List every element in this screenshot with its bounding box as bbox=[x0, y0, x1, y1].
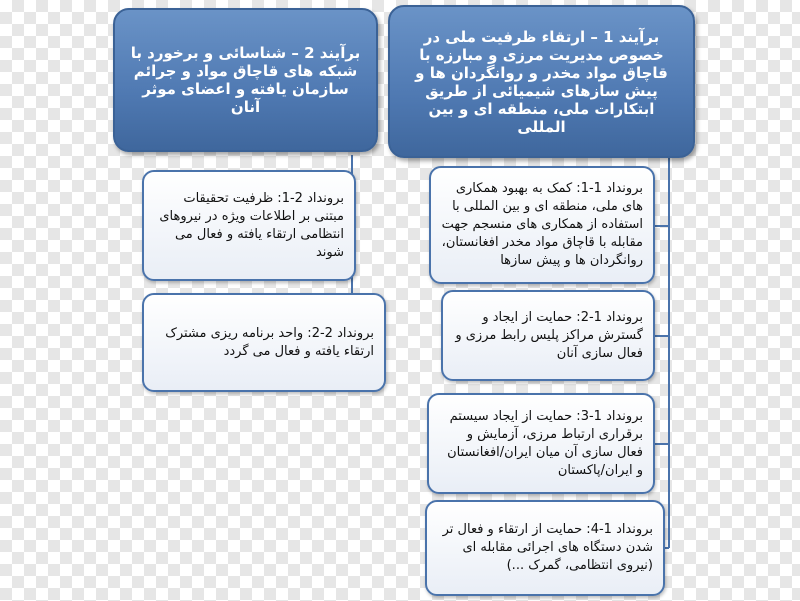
output-1-4-box bbox=[425, 500, 665, 596]
process-1-text: برآیند 1 – ارتقاء ظرفیت ملی در خصوص مدیریت مرزی و مبارزه با قاچاق مواد مخدر و روانگردان ها و پیش سازهای شیمیائی از طریق ابتکارات ملی، منطقه ای و بین المللی bbox=[415, 27, 668, 136]
output-1-1-text: برونداد 1-1: کمک به بهبود همکاری های ملی، منطقه ای و بین المللی با استفاده از همکاری های منسجم جهت مقابله با قاچاق مواد مخدر افغانستان، روانگردان ها و پیش سازها bbox=[441, 181, 643, 268]
output-1-3-text: برونداد 1-3: حمایت از ایجاد سیستم برقراری ارتباط مرزی، آزمایش و فعال سازی آن میان ایران/افغانستان و ایران/پاکستان bbox=[447, 408, 643, 478]
output-1-3-box bbox=[427, 393, 655, 494]
output-1-1-box bbox=[429, 166, 655, 284]
output-1-4-text: برونداد 1-4: حمایت از ارتقاء و فعال تر شدن دستگاه های اجرائی مقابله ای (نیروی انتظامی، گمرک ...) bbox=[442, 522, 653, 573]
output-1-2-box bbox=[441, 290, 655, 381]
process-2-header bbox=[113, 8, 378, 152]
output-2-1-box bbox=[142, 170, 356, 281]
output-2-1-text: برونداد 2-1: ظرفیت تحقیقات مبتنی بر اطلاعات ویژه در نیروهای انتظامی ارتقاء یافته و فعال می شوند bbox=[159, 190, 344, 260]
output-2-2-box bbox=[142, 293, 386, 392]
output-2-2-text: برونداد 2-2: واحد برنامه ریزی مشترک ارتقاء یافته و فعال می گردد bbox=[165, 325, 374, 359]
output-1-2-text: برونداد 1-2: حمایت از ایجاد و گسترش مراکز پلیس رابط مرزی و فعال سازی آنان bbox=[455, 309, 643, 361]
process-2-text: برآیند 2 – شناسائی و برخورد با شبکه های قاچاق مواد و جرائم سازمان یافته و اعضای موثر آنان bbox=[130, 44, 361, 116]
process-1-header bbox=[388, 5, 695, 158]
